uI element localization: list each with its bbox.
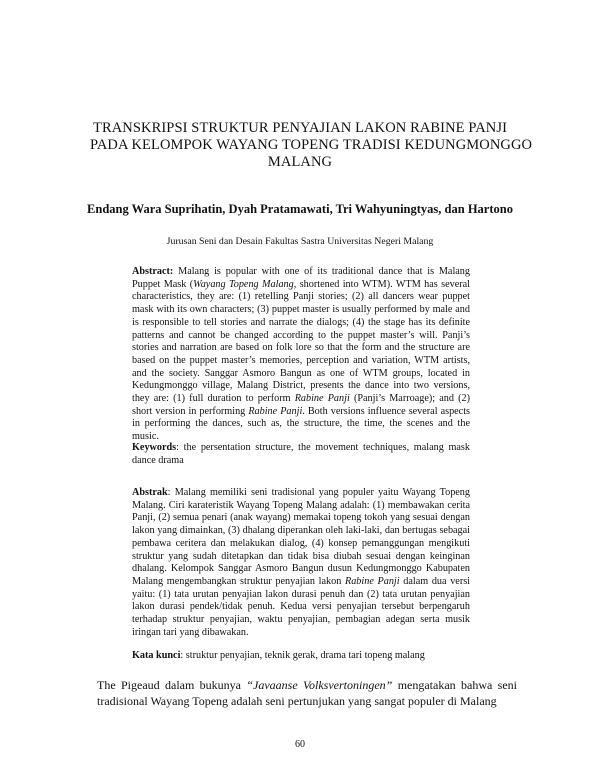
title-line-3: MALANG xyxy=(267,154,333,170)
kata-kunci-section xyxy=(132,650,470,663)
abstrak-text-1: : Malang memiliki seni tradisional yang populer yaitu Wayang Topeng Malang. Ciri karateristik Wayang Topeng Malang adalah: (1) membawakan cerita Panji, (2) semua penari (anak wayang) memakai topeng tokoh yang sesuai dengan lakon yang dimainkan, (3) dhalang diperankan oleh laki-laki, dan bertugas sebagai pembawa ceritera dan melakukan dialog, (4) konsep pemanggungan mengikuti struktur yang sudah ditetapkan dan tidak bisa diubah sesuai dengan keinginan dhalang. Kelompok Sanggar Asmoro Bangun dusun Kedungmonggo Kabupaten Malang mengembangkan struktur penyajian lakon xyxy=(132,487,470,587)
abstract-section xyxy=(132,266,470,444)
keywords-text: : the persentation structure, the movement techniques, malang mask dance drama xyxy=(132,442,470,466)
author-list: Endang Wara Suprihatin, Dyah Pratamawati, Tri Wahyuningtyas, dan Hartono xyxy=(87,202,513,216)
abstrak-text-2: dalam dua versi yaitu: (1) tata urutan penyajian lakon durasi penuh dan (2) tata urutan penyajian lakon durasi pendek/tidak penuh. Kedua versi penyajian tersebut berpengaruh terhadap struktur penyajian, waktu penyajian, pembagian adegan serta musik iringan tari yang dibawakan. xyxy=(132,575,471,638)
title-line-2: PADA KELOMPOK WAYANG TOPENG TRADISI KEDUNGMONGGO xyxy=(90,137,533,153)
body-text-1: The Pigeaud dalam bukunya xyxy=(97,678,247,692)
title-line-1: TRANSKRIPSI STRUKTUR PENYAJIAN LAKON RABINE PANJI xyxy=(92,120,508,136)
abstract-italic-1: Wayang Topeng Malang, xyxy=(193,278,297,290)
keywords-label: Keywords xyxy=(132,442,177,453)
abstract-text-2: shortened into WTM). WTM has several characteristics, they are: (1) retelling Panji stories; (2) all dancers wear puppet mask with its own characters; (3) puppet master is usually performed by male and is responsible to tell stories and narrate the dialogs; (4) the stage has its definite patterns and cannot be changed according to the puppet master’s will. Panji’s stories and narration are based on folk lore so that the form and the structure are based on the puppet master’s memories, perception and variation, WTM artists, and the society. Sanggar Asmoro Bangun as one of WTM groups, located in Kedungmonggo village, Malang District, presents the dance into two versions, they are: (1) full duration to perform xyxy=(132,278,470,405)
kata-kunci-label: Kata kunci xyxy=(132,650,181,661)
abstract-text-1: Malang is popular with one of its traditional dance that is Malang Puppet Mask ( xyxy=(132,266,470,290)
body-paragraph xyxy=(97,677,517,709)
body-italic-title: “Javaanse Volksvertoningen” xyxy=(246,678,393,692)
abstract-italic-2: Rabine Panji xyxy=(294,393,350,405)
paper-title xyxy=(90,120,533,171)
keywords-section xyxy=(132,442,470,467)
abstract-italic-3: Rabine Panji xyxy=(248,405,303,417)
affiliation: Jurusan Seni dan Desain Fakultas Sastra Universitas Negeri Malang xyxy=(166,236,434,247)
abstrak-label: Abstrak xyxy=(132,487,168,498)
abstract-text-4: . Both versions influence several aspects in performing the dances, such as, the structure, the time, the scenes and the music. xyxy=(132,405,471,443)
abstract-text-3: (Panji’s Marroage); and (2) short version in performing xyxy=(132,393,470,417)
abstrak-italic-1: Rabine Panji xyxy=(344,575,400,587)
abstract-label: Abstract: xyxy=(132,266,174,277)
abstrak-section xyxy=(132,487,470,639)
kata-kunci-text: : struktur penyajian, teknik gerak, drama tari topeng malang xyxy=(180,650,425,661)
body-text-2: mengatakan bahwa seni tradisional Wayang Topeng adalah seni pertunjukan yang sangat populer di Malang xyxy=(97,678,517,708)
page-number: 60 xyxy=(295,739,305,750)
